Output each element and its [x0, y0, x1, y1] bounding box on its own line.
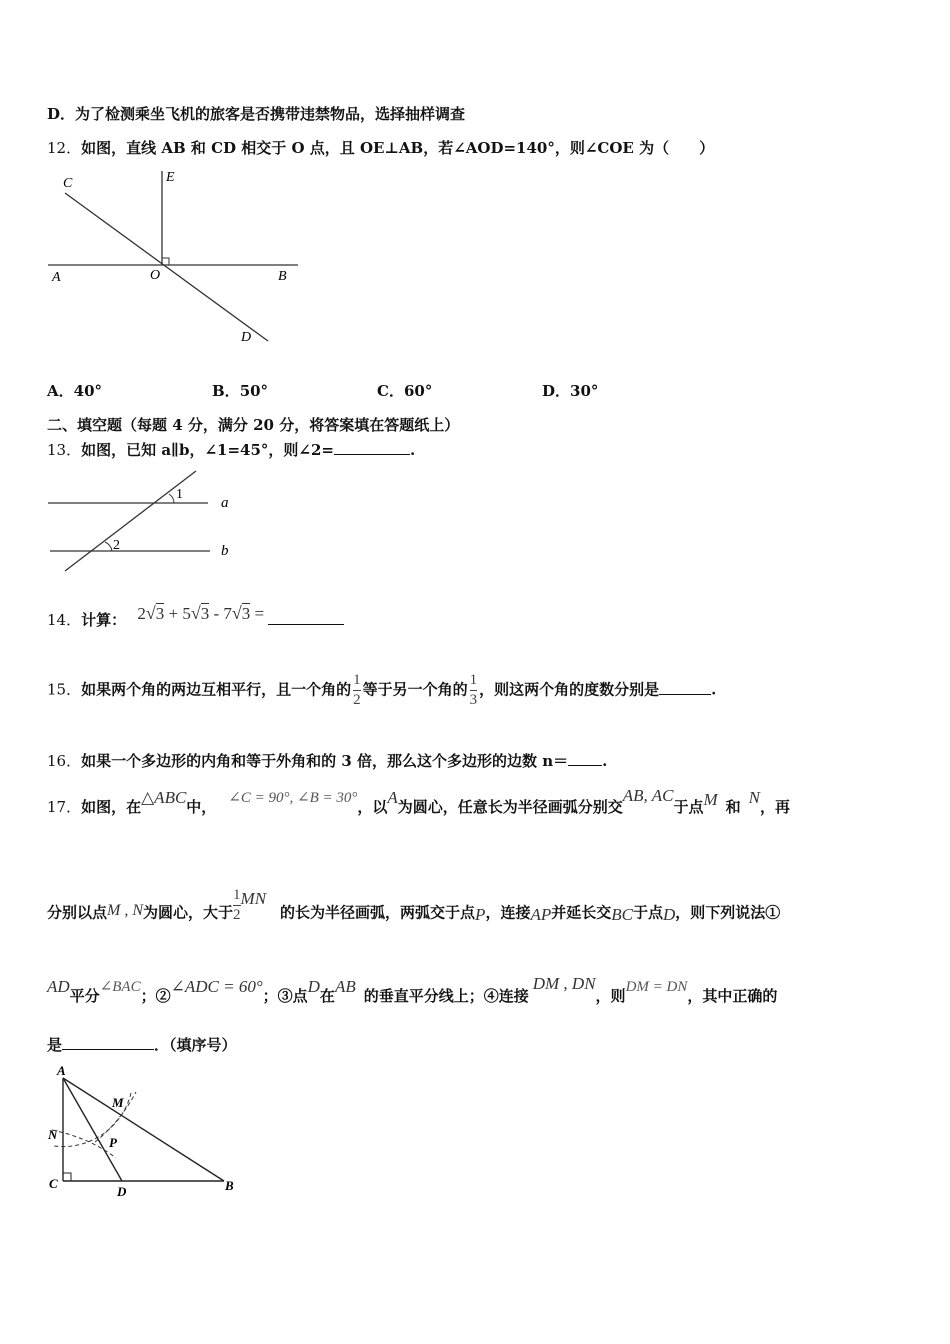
q14-expression: 2√3 + 5√3 - 7√3 = [137, 603, 265, 623]
q15-stem: 15．如果两个角的两边互相平行，且一个角的 $\frac{1}{2}$ 等于另一个角的 $\frac{1}{3}$ ，则这两个角的度数分别是 . [47, 672, 717, 708]
q12-label-d: D [241, 330, 252, 345]
q17-label-d: D [117, 1184, 127, 1199]
q13-angle2-arc [105, 542, 112, 551]
q13-angle1-arc [169, 494, 174, 503]
q14-number: 14． [47, 611, 82, 629]
section-2-title: 二、填空题（每题 4 分，满分 20 分，将答案填在答题纸上） [47, 416, 460, 434]
q16-number: 16． [47, 752, 82, 770]
q17-line-1: 17．如图，在△ABC中， ∠C = 90°, ∠B = 30°，以A为圆心，任意长为半径画弧分别交AB, AC于点M 和 N，再 [47, 786, 791, 816]
q12-text: 如图，直线 AB 和 CD 相交于 O 点，且 OE⊥AB，若∠AOD=140°，则∠COE 为（ ） [81, 139, 715, 157]
q17-side-ab [63, 1078, 224, 1181]
q15-answer-blank[interactable] [659, 680, 711, 695]
q13-figure [40, 467, 250, 577]
q12-stem [47, 137, 714, 158]
q17-line-2: 分别以点M , N为圆心，大于$\frac{1}{2}MN$的长为半径画弧，两弧交于点P，连接AP并延长交BC于点D，则下列说法① [47, 887, 781, 924]
q12-number: 12． [47, 139, 82, 157]
q12-option-d: D．30° [542, 382, 599, 400]
q17-number: 17． [47, 798, 82, 816]
q17-line-3: AD平分∠BAC；②∠ADC = 60°；③点D在AB 的垂直平分线上；④连接DM , DN，则DM = DN，其中正确的 [47, 974, 778, 1005]
q12-label-b: B [278, 269, 287, 284]
q13-number: 13． [47, 441, 82, 459]
q17-right-angle-mark [63, 1173, 71, 1181]
q12-label-c: C [63, 176, 73, 191]
q17-label-b: B [225, 1178, 234, 1193]
q15-fraction-half: $\frac{1}{2}$ [353, 672, 361, 708]
q14-label: 计算： [81, 611, 127, 629]
q14-answer-blank[interactable] [268, 610, 344, 625]
q17-label-n: N [48, 1127, 58, 1142]
q17-label-a: A [57, 1063, 66, 1078]
q17-label-m: M [112, 1095, 124, 1110]
q13-answer-blank[interactable] [334, 440, 410, 455]
q16-answer-blank[interactable] [568, 751, 602, 766]
q17-answer-blank[interactable] [62, 1035, 154, 1050]
q17-segment-ad [63, 1078, 122, 1181]
q15-fraction-third: $\frac{1}{3}$ [469, 672, 478, 708]
q13-transversal [65, 471, 196, 571]
q12-label-o: O [150, 268, 161, 283]
q12-option-c: C．60° [377, 382, 433, 400]
q13-label-1: 1 [176, 487, 183, 502]
q12-label-a: A [52, 270, 61, 285]
q12-line-cd [65, 193, 268, 341]
q14-stem [47, 603, 344, 630]
q13-stem: 13．如图，已知 a∥b，∠1=45°，则∠2= . [47, 441, 416, 459]
q17-line-4: 是 ．（填序号） [47, 1036, 237, 1054]
q15-number: 15． [47, 680, 82, 699]
q13-label-b: b [221, 543, 229, 559]
q13-label-2: 2 [113, 538, 120, 553]
q12-option-a: A．40° [47, 382, 103, 400]
q12-figure [40, 165, 310, 350]
q16-stem: 16．如果一个多边形的内角和等于外角和的 3 倍，那么这个多边形的边数 n＝ . [47, 752, 608, 770]
q11-option-d: D．为了检测乘坐飞机的旅客是否携带违禁物品，选择抽样调查 [47, 105, 466, 123]
q17-fraction-half: $\frac{1}{2}$ [233, 887, 241, 923]
q17-figure [40, 1062, 250, 1207]
q12-option-b: B．50° [212, 382, 269, 400]
q17-label-c: C [49, 1176, 58, 1191]
q17-label-p: P [109, 1135, 117, 1150]
q13-label-a: a [221, 495, 229, 511]
q12-label-e: E [166, 170, 175, 185]
q13-text: 如图，已知 a∥b，∠1=45°，则∠2= [81, 441, 334, 459]
